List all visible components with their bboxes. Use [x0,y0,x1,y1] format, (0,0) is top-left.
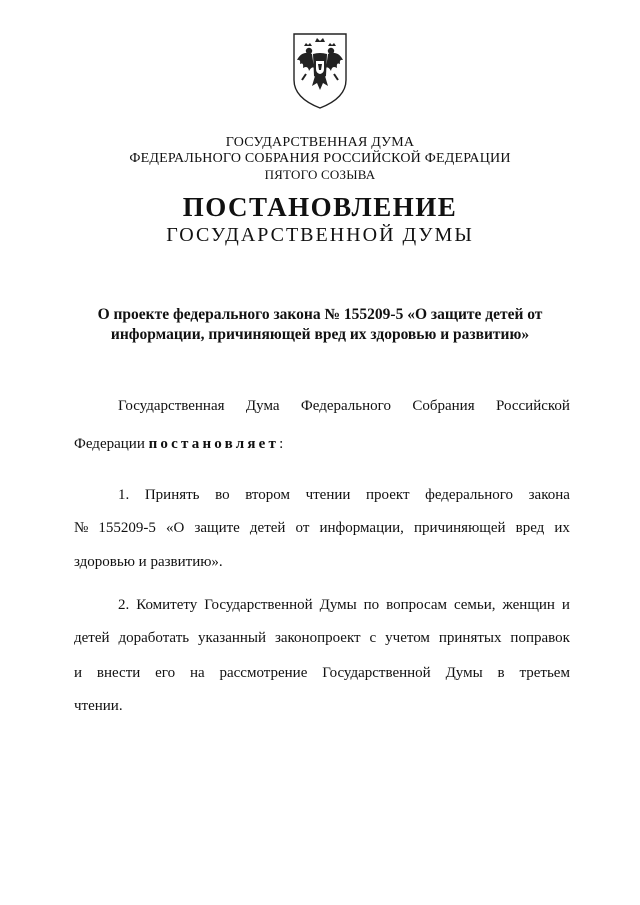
word: причиняющей [414,520,506,536]
word: внести [96,665,141,681]
document-type-title: ПОСТАНОВЛЕНИЕ [182,192,458,222]
word: его [155,665,176,681]
word: Принять [144,487,200,503]
word: третьем [519,665,570,681]
subject-line-1: О проекте федерального закона № 155209-5 «О защите детей от [97,306,543,323]
word: рассмотрение [219,665,308,681]
word: Дума [245,398,280,414]
word: Собрания [412,398,475,414]
word: семьи, [453,597,496,613]
word: 155209-5 [98,520,156,536]
item1-line-3: здоровью и развитию». [74,554,223,570]
word: 2. [118,597,130,613]
header-line-2: ФЕДЕРАЛЬНОГО СОБРАНИЯ РОССИЙСКОЙ ФЕДЕРАЦИИ [129,151,511,166]
russian-coat-of-arms-icon [288,30,352,112]
word: проект [366,487,410,503]
word: их [554,520,570,536]
header-line-3: ПЯТОГО СОЗЫВА [264,167,376,182]
document-subject [80,305,560,345]
subject-line-2: информации, причиняющей вред их здоровью и развитию» [110,326,530,343]
preamble-verb: постановляет [148,436,280,452]
word: информации, [319,520,404,536]
preamble-federation: Федерации [74,436,149,452]
word: Государственной [322,665,431,681]
word: детей [249,520,286,536]
word: женщин [502,597,555,613]
word: вопросам [386,597,447,613]
word: Российской [496,398,570,414]
header-line-1: ГОСУДАРСТВЕННАЯ ДУМА [225,135,415,150]
word: Государственная [118,398,225,414]
word: с [369,630,377,646]
word: защите [194,520,240,536]
document-issuer: ГОСУДАРСТВЕННОЙ ДУМЫ [166,224,474,246]
word: федерального [425,487,514,503]
word: законопроект [274,630,361,646]
word: Думы [319,597,357,613]
word: «О [166,520,185,536]
word: Государственной [204,597,313,613]
word: принятых [438,630,502,646]
word: и [561,597,570,613]
word: детей [74,630,110,646]
word: на [189,665,205,681]
item2-line-1 [118,595,570,615]
word: 1. [118,487,130,503]
word: по [363,597,380,613]
word: втором [245,487,290,503]
item2-line-2 [74,628,570,648]
word: от [295,520,310,536]
word: № [74,520,89,536]
item1-line-1 [118,485,570,505]
word: Комитету [136,597,198,613]
word: вред [515,520,545,536]
preamble-colon: : [279,436,284,452]
word: Думы [445,665,483,681]
word: во [215,487,230,503]
item2-line-3 [74,663,570,683]
word: учетом [385,630,430,646]
word: в [497,665,505,681]
word: Федерального [300,398,391,414]
word: доработать [118,630,190,646]
preamble-line-1 [118,396,570,416]
word: и [74,665,83,681]
word: закона [528,487,570,503]
item2-line-4: чтении. [74,698,123,714]
word: указанный [198,630,267,646]
item1-line-2 [74,518,570,538]
word: поправок [510,630,570,646]
preamble-line-2 [74,434,283,454]
word: чтении [305,487,351,503]
